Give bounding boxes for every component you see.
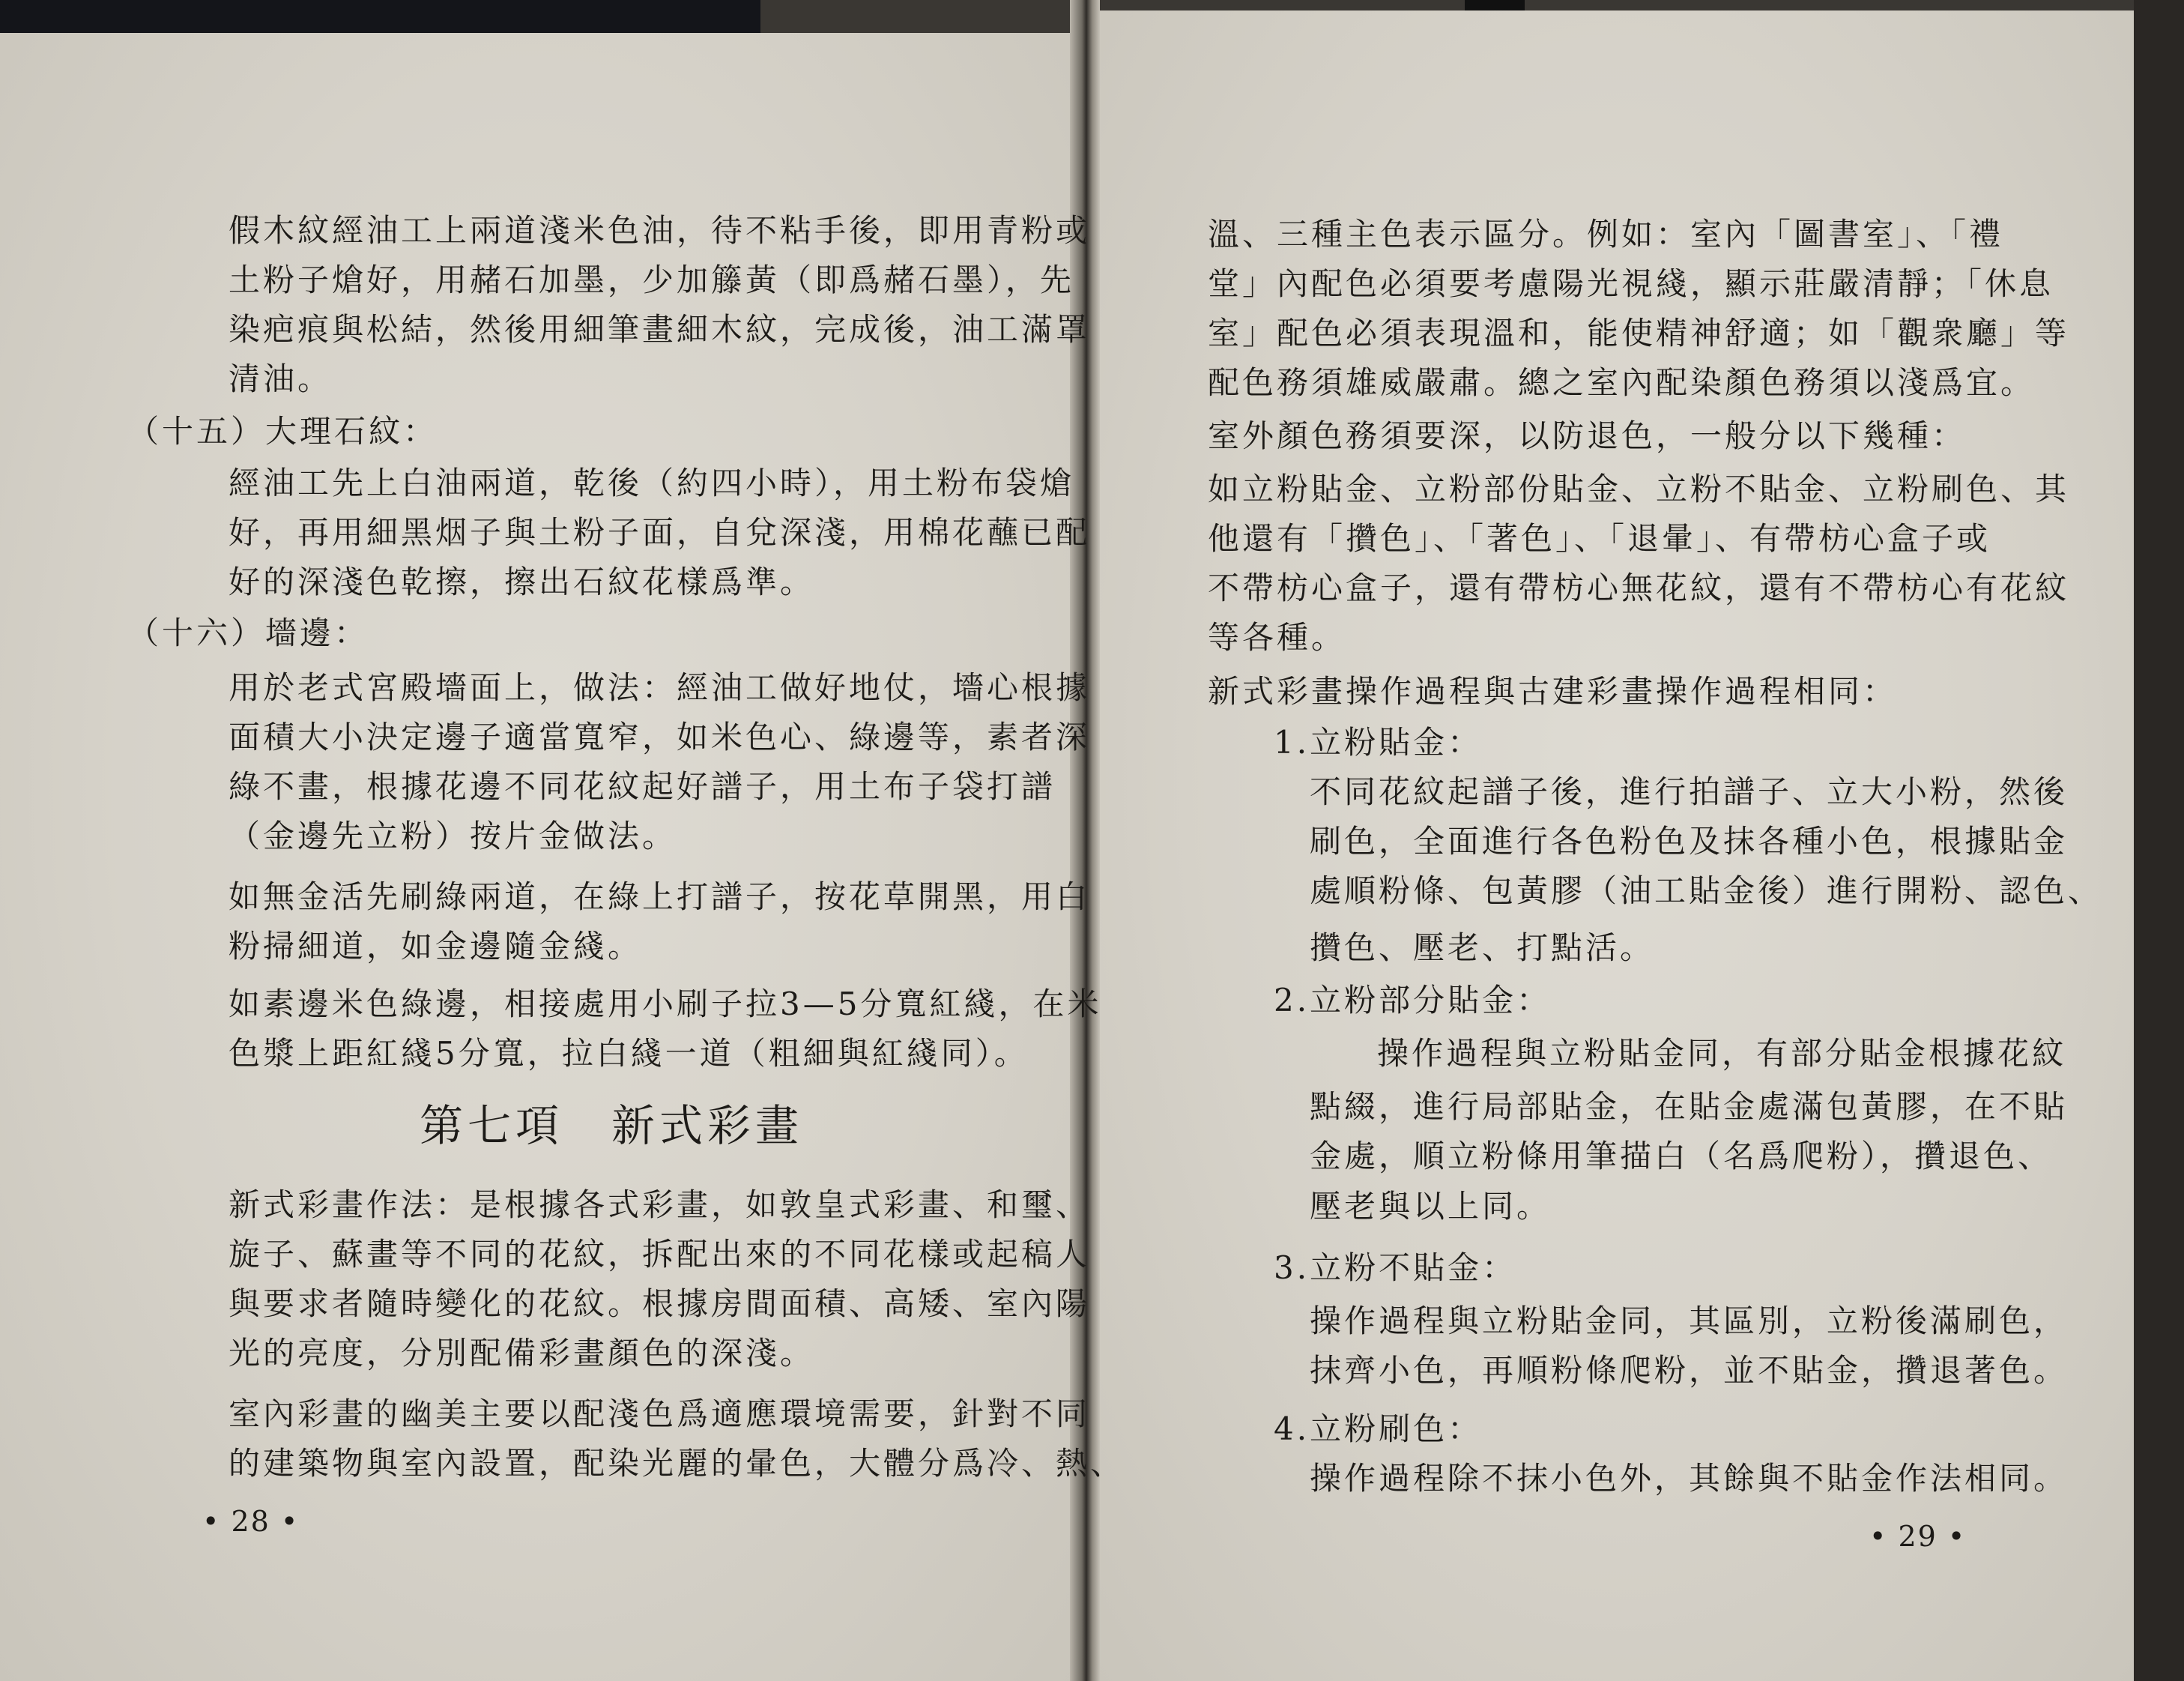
text-line: 堂」內配色必須要考慮陽光視綫，顯示莊嚴清靜；「休息 xyxy=(1208,265,2054,302)
text-line: 如素邊米色綠邊，相接處用小刷子拉3—5分寬紅綫，在米 xyxy=(229,986,1102,1022)
text-line: 操作過程除不抹小色外，其餘與不貼金作法相同。 xyxy=(1310,1460,2069,1497)
list-heading: 2.立粉部分貼金： xyxy=(1274,982,1552,1018)
text-line: 用於老式宮殿墻面上，做法：經油工做好地仗，墻心根據 xyxy=(229,669,1091,706)
text-line: 壓老與以上同。 xyxy=(1310,1188,1552,1225)
top-dark-mark xyxy=(1465,0,1525,10)
text-line: 室內彩畫的幽美主要以配淺色爲適應環境需要，針對不同 xyxy=(229,1395,1091,1432)
text-line: 如無金活先刷綠兩道，在綠上打譜子，按花草開黑，用白 xyxy=(229,878,1091,915)
text-line: 攢色、壓老、打點活。 xyxy=(1310,929,1655,966)
page-edge-shadow xyxy=(2134,0,2184,1681)
text-line: 等各種。 xyxy=(1208,619,1346,656)
text-line: 清油。 xyxy=(229,360,333,397)
text-line: 操作過程與立粉貼金同，有部分貼金根據花紋 xyxy=(1377,1035,2067,1072)
section-title: 第七項 新式彩畫 xyxy=(420,1100,804,1151)
text-line: 色漿上距紅綫5分寬，拉白綫一道（粗細與紅綫同）。 xyxy=(229,1035,1029,1072)
text-line: 旋子、蘇畫等不同的花紋，拆配出來的不同花樣或起稿人 xyxy=(229,1236,1091,1273)
text-line: 不同花紋起譜子後，進行拍譜子、立大小粉，然後 xyxy=(1310,773,2069,810)
text-line: 綠不畫，根據花邊不同花紋起好譜子，用土布子袋打譜 xyxy=(229,768,1056,805)
list-heading: 4.立粉刷色： xyxy=(1274,1410,1483,1447)
text-line: 面積大小決定邊子適當寬窄，如米色心、綠邊等，素者深 xyxy=(229,719,1091,755)
text-line: （金邊先立粉）按片金做法。 xyxy=(229,818,677,854)
text-line: 的建築物與室內設置，配染光麗的暈色，大體分爲冷、熱、 xyxy=(229,1445,1125,1482)
top-dark-strip xyxy=(0,0,760,33)
text-line: 操作過程與立粉貼金同，其區別，立粉後滿刷色， xyxy=(1310,1303,2069,1339)
text-line: 溫、三種主色表示區分。例如：室內「圖書室」、「禮 xyxy=(1208,216,2004,253)
text-line: 土粉子熗好，用赭石加墨，少加籐黃（即爲赭石墨），先 xyxy=(229,262,1075,298)
text-line: 他還有「攢色」、「著色」、「退暈」、有帶枋心盒子或 xyxy=(1208,520,1991,557)
text-line: 新式彩畫作法：是根據各式彩畫，如敦皇式彩畫、和璽、 xyxy=(229,1186,1091,1223)
text-line: 室」配色必須表現溫和，能使精神舒適；如「觀衆廳」等 xyxy=(1208,315,2070,351)
text-line: 與要求者隨時變化的花紋。根據房間面積、高矮、室內陽 xyxy=(229,1285,1091,1322)
text-line: 粉掃細道，如金邊隨金綫。 xyxy=(229,928,643,965)
text-line: 處順粉條、包黃膠（油工貼金後）進行開粉、認色、 xyxy=(1310,872,2103,909)
text-line: 不帶枋心盒子，還有帶枋心無花紋，還有不帶枋心有花紋 xyxy=(1208,570,2070,606)
page-number: • 29 • xyxy=(1869,1520,1967,1553)
text-line: 經油工先上白油兩道，乾後（約四小時），用土粉布袋熗 xyxy=(229,465,1075,501)
list-heading: 3.立粉不貼金： xyxy=(1274,1249,1517,1286)
text-line: 好，再用細黑烟子與土粉子面，自兌深淺，用棉花蘸已配 xyxy=(229,514,1091,551)
text-line: 假木紋經油工上兩道淺米色油，待不粘手後，即用青粉或 xyxy=(229,212,1091,249)
text-line: 點綴，進行局部貼金，在貼金處滿包黃膠，在不貼 xyxy=(1310,1088,2069,1125)
text-line: 金處，順立粉條用筆描白（名爲爬粉），攢退色、 xyxy=(1310,1138,2053,1174)
page-number: • 28 • xyxy=(202,1505,300,1538)
text-line: 室外顏色務須要深，以防退色，一般分以下幾種： xyxy=(1208,417,1967,454)
text-line: 抹齊小色，再順粉條爬粉，並不貼金，攢退著色。 xyxy=(1310,1352,2069,1389)
item-heading: （十六）墻邊： xyxy=(127,615,369,651)
text-line: 配色務須雄威嚴肅。總之室內配染顏色務須以淺爲宜。 xyxy=(1208,364,2036,401)
text-line: 如立粉貼金、立粉部份貼金、立粉不貼金、立粉刷色、其 xyxy=(1208,471,2070,507)
item-heading: （十五）大理石紋： xyxy=(127,413,438,450)
text-line: 刷色，全面進行各色粉色及抹各種小色，根據貼金 xyxy=(1310,823,2069,860)
list-heading: 1.立粉貼金： xyxy=(1274,724,1483,761)
text-line: 新式彩畫操作過程與古建彩畫操作過程相同： xyxy=(1208,673,1898,710)
text-line: 光的亮度，分別配備彩畫顏色的深淺。 xyxy=(229,1335,815,1371)
text-line: 好的深淺色乾擦，擦出石紋花樣爲準。 xyxy=(229,564,815,600)
text-line: 染疤痕與松結，然後用細筆畫細木紋，完成後，油工滿罩 xyxy=(229,311,1091,348)
